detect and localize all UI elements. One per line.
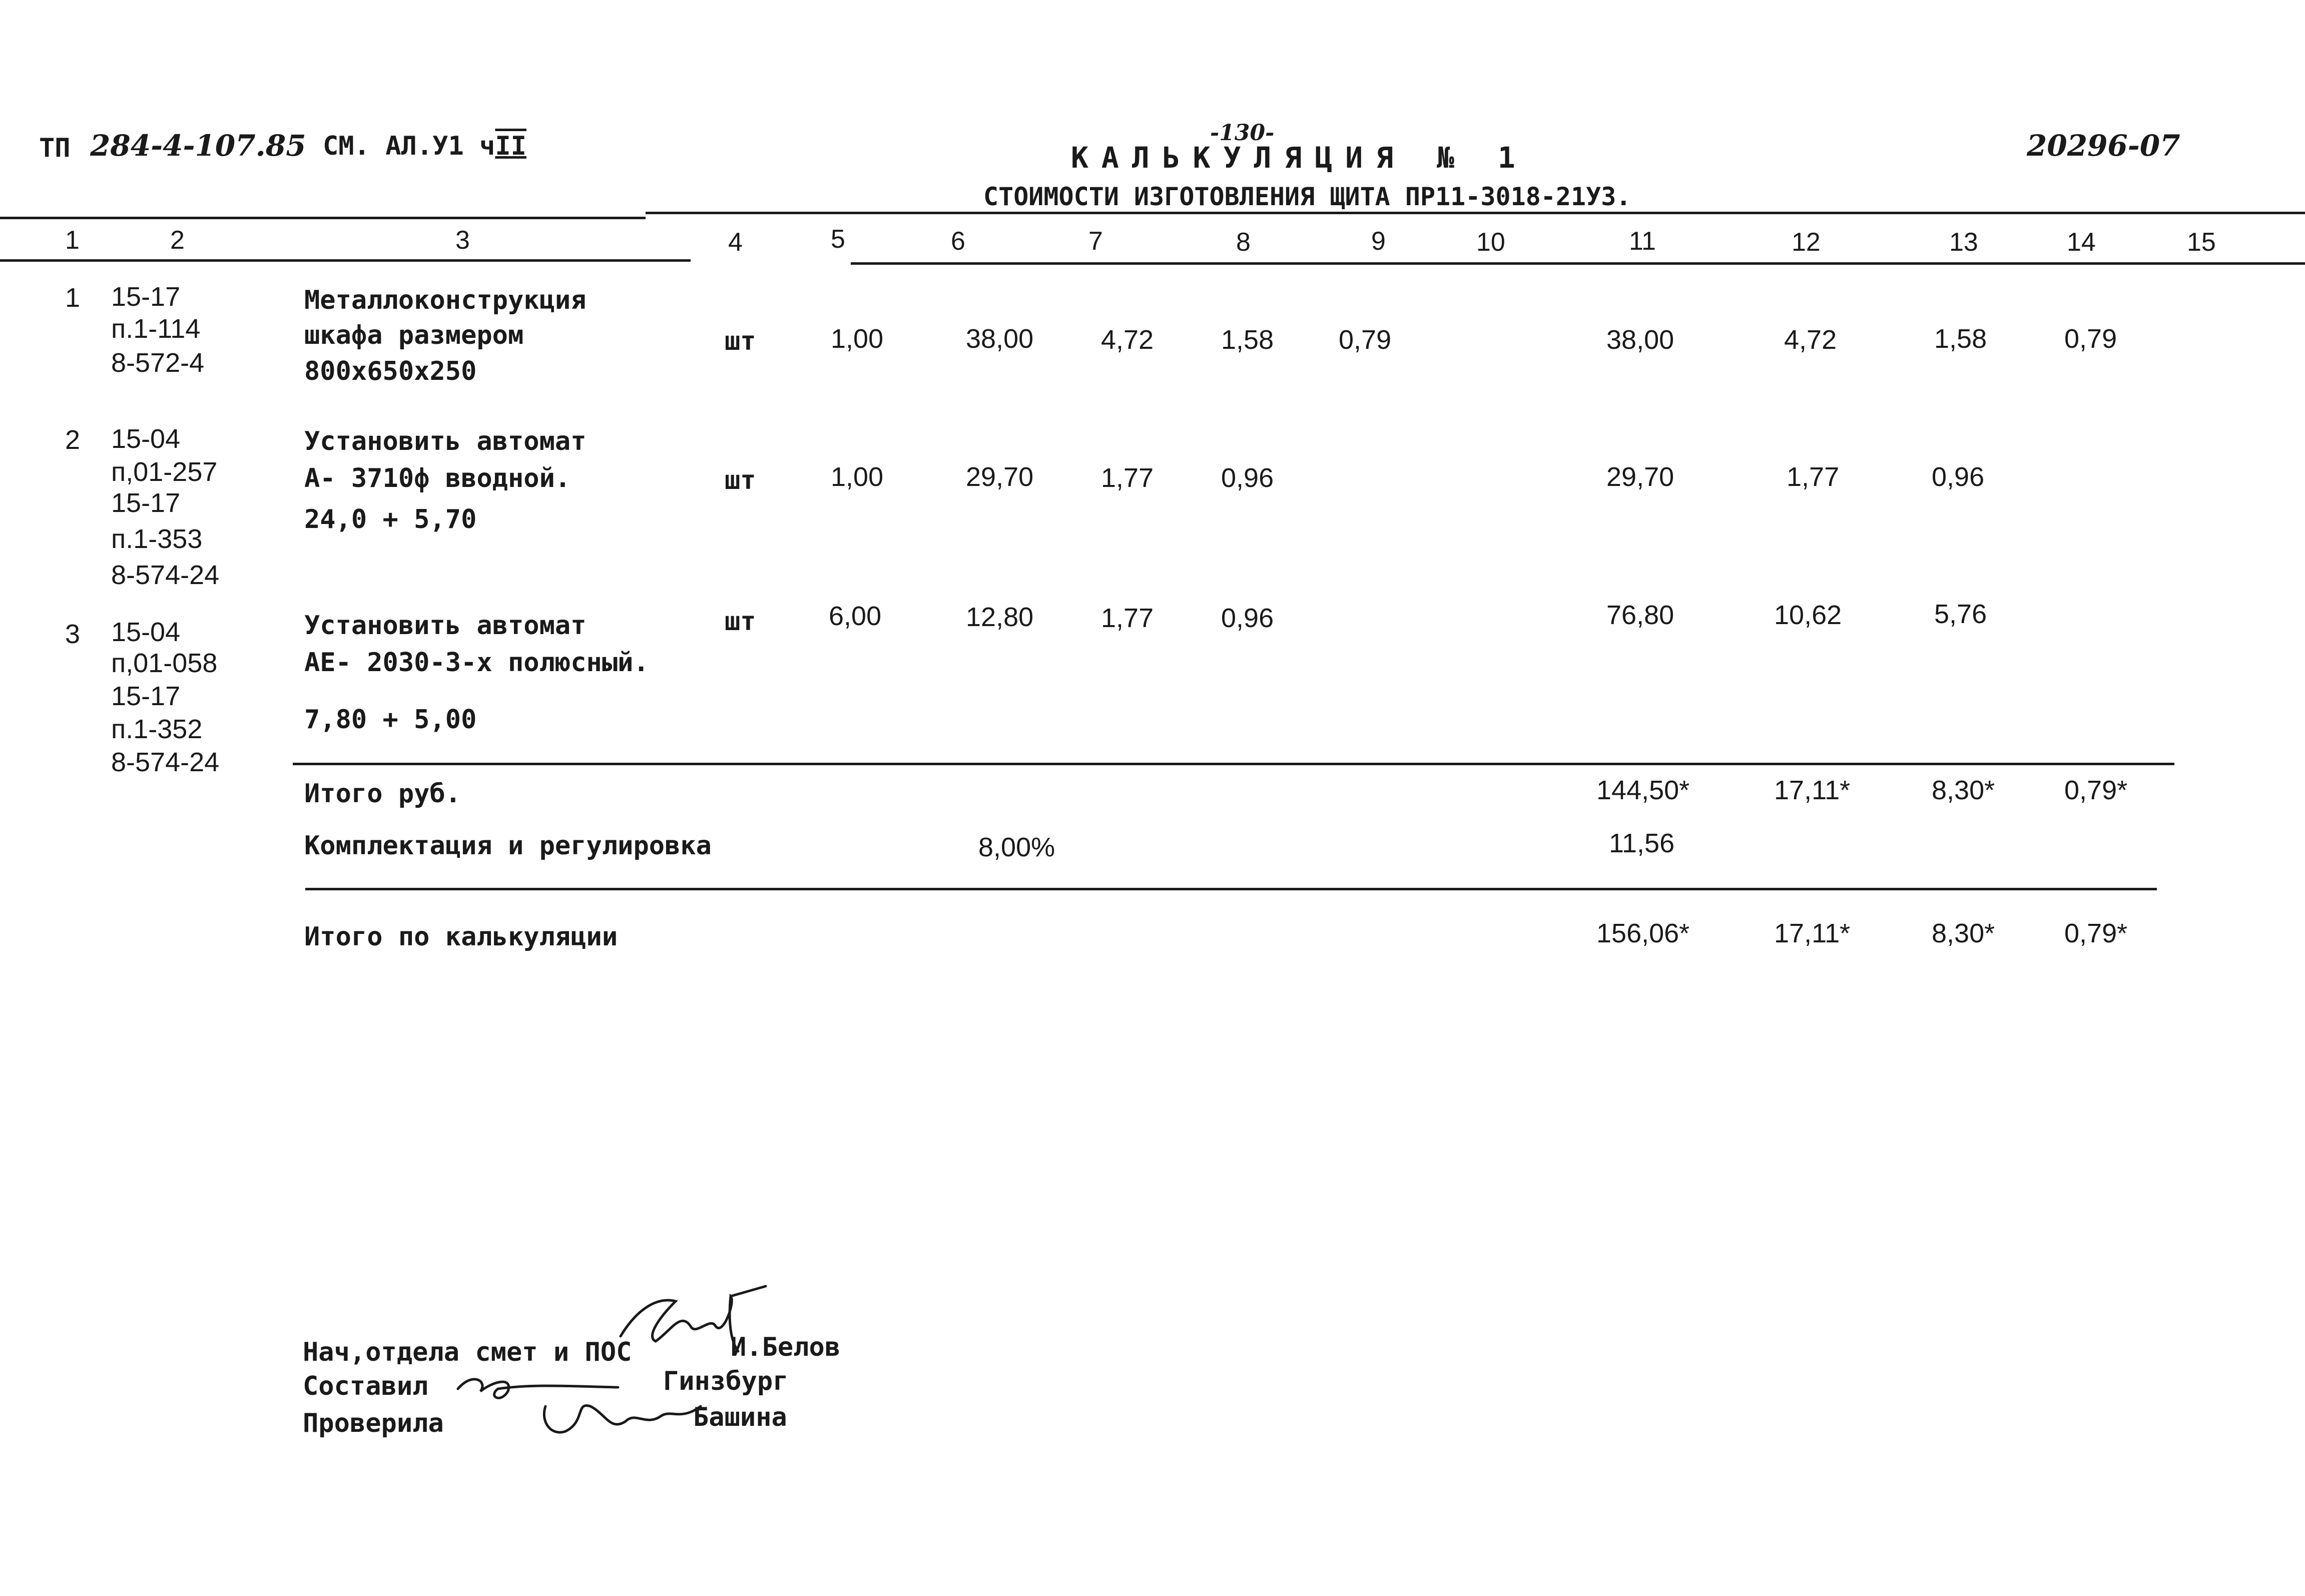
row-unit-cost: 12,80 xyxy=(966,602,1034,632)
row-description: АЕ- 2030-3-х полюсный. xyxy=(304,648,649,678)
row-unit-cost: 38,00 xyxy=(966,324,1034,354)
row-ref: 15-17 xyxy=(111,488,181,518)
row-ref: 8-572-4 xyxy=(111,348,205,378)
col-header-12: 12 xyxy=(1792,228,1821,257)
row-unit: шт xyxy=(725,465,756,495)
row-description: А- 3710ф вводной. xyxy=(304,463,571,493)
row-ref: 15-17 xyxy=(111,282,181,312)
col-header-4: 4 xyxy=(728,228,743,257)
col-header-5: 5 xyxy=(831,225,845,254)
row-c13: 1,58 xyxy=(1934,324,1987,354)
row-description: 800х650х250 xyxy=(304,356,477,386)
row-c12: 10,62 xyxy=(1774,600,1842,630)
total-c14: 0,79* xyxy=(2064,918,2128,948)
row-c11: 76,80 xyxy=(1606,600,1674,630)
row-number: 1 xyxy=(65,283,81,313)
col-header-3: 3 xyxy=(455,226,470,255)
doc-code-handwritten: 284-4-107.85 xyxy=(90,129,306,163)
row-c7: 4,72 xyxy=(1101,325,1154,355)
row-description: Установить автомат xyxy=(304,426,587,456)
row-description: 7,80 + 5,00 xyxy=(304,705,477,735)
row-c7: 1,77 xyxy=(1101,603,1154,633)
row-c14: 0,79 xyxy=(2064,324,2117,354)
kompl-label: Комплектация и регулировка xyxy=(304,831,712,861)
subtotal-c12: 17,11* xyxy=(1774,775,1851,805)
header-rule-top-left xyxy=(0,217,646,219)
header-rule-bottom-left xyxy=(0,259,691,262)
row-number: 2 xyxy=(65,425,81,455)
header-rule-top-right xyxy=(646,212,2305,214)
row-ref: п.1-114 xyxy=(111,314,201,344)
total-c11: 156,06* xyxy=(1596,918,1690,948)
album-ref-text: СМ. АЛ.У1 ч xyxy=(323,131,495,161)
row-c7: 1,77 xyxy=(1101,463,1154,493)
row-unit-cost: 29,70 xyxy=(966,462,1034,492)
row-c12: 1,77 xyxy=(1787,462,1840,492)
row-c11: 29,70 xyxy=(1606,462,1674,492)
row-quantity: 1,00 xyxy=(831,324,884,354)
row-ref: п,01-058 xyxy=(111,648,218,678)
row-c13: 5,76 xyxy=(1934,599,1987,629)
row-ref: 8-574-24 xyxy=(111,560,220,590)
row-ref: п,01-257 xyxy=(111,457,218,487)
row-quantity: 1,00 xyxy=(831,462,884,492)
kompl-rate: 8,00% xyxy=(978,832,1055,862)
row-ref: п.1-352 xyxy=(111,714,203,744)
album-ref xyxy=(323,133,526,159)
doc-code-typed: ТП xyxy=(39,133,71,163)
signature-label-checker: Проверила xyxy=(303,1408,444,1438)
signature-name-author: Гинзбург xyxy=(663,1366,789,1396)
col-header-10: 10 xyxy=(1476,228,1505,257)
col-header-14: 14 xyxy=(2067,228,2096,257)
col-header-1: 1 xyxy=(65,226,80,255)
signature-checker-mark xyxy=(530,1391,711,1446)
kompl-value: 11,56 xyxy=(1609,828,1675,858)
page-number: -130- xyxy=(1210,120,1275,146)
header-rule-bottom-right xyxy=(851,262,2305,265)
row-ref: 8-574-24 xyxy=(111,747,220,777)
row-description: Металлоконструкция xyxy=(304,285,587,315)
signature-label-author: Составил xyxy=(303,1371,428,1401)
col-header-13: 13 xyxy=(1949,228,1978,257)
subtotal-rule xyxy=(293,763,2174,765)
sheet-reference: 20296-07 xyxy=(2027,129,2180,163)
col-header-7: 7 xyxy=(1088,227,1103,256)
signature-label-head: Нач,отдела смет и ПОС xyxy=(303,1337,632,1367)
row-number: 3 xyxy=(65,619,81,649)
row-ref: 15-17 xyxy=(111,681,181,711)
signature-name-head: И.Белов xyxy=(731,1332,841,1362)
page-title: КАЛЬКУЛЯЦИЯ № 1 xyxy=(1071,141,1528,175)
total-c13: 8,30* xyxy=(1932,918,1995,948)
signature-name-checker: Башина xyxy=(693,1402,787,1432)
col-header-15: 15 xyxy=(2187,228,2216,257)
col-header-9: 9 xyxy=(1371,227,1386,256)
row-description: Установить автомат xyxy=(304,611,587,641)
subtotal-c11: 144,50* xyxy=(1596,775,1690,805)
subtotal-label: Итого руб. xyxy=(304,779,461,809)
row-quantity: 6,00 xyxy=(829,601,882,631)
col-header-2: 2 xyxy=(170,226,185,255)
total-label: Итого по калькуляции xyxy=(304,922,618,952)
page-subtitle: СТОИМОСТИ ИЗГОТОВЛЕНИЯ ЩИТА ПР11-3018-21УЗ. xyxy=(983,182,1631,211)
row-description: шкафа размером xyxy=(304,320,524,350)
subtotal-c14: 0,79* xyxy=(2064,775,2128,805)
col-header-11: 11 xyxy=(1629,227,1656,256)
col-header-8: 8 xyxy=(1236,228,1251,257)
col-header-6: 6 xyxy=(951,227,965,256)
row-ref: 15-04 xyxy=(111,424,181,454)
row-unit: шт xyxy=(725,326,756,356)
row-c8: 0,96 xyxy=(1221,463,1274,493)
row-description: 24,0 + 5,70 xyxy=(304,504,477,535)
album-part: II xyxy=(495,131,526,161)
row-c11: 38,00 xyxy=(1606,325,1674,355)
row-ref: п.1-353 xyxy=(111,524,203,554)
row-unit: шт xyxy=(725,607,756,637)
row-c8: 1,58 xyxy=(1221,325,1274,355)
subtotal-c13: 8,30* xyxy=(1932,775,1995,805)
row-c9: 0,79 xyxy=(1339,325,1392,355)
row-c8: 0,96 xyxy=(1221,603,1274,633)
row-c12: 4,72 xyxy=(1784,325,1837,355)
total-c12: 17,11* xyxy=(1774,918,1851,948)
row-ref: 15-04 xyxy=(111,617,181,647)
signature-head-mark xyxy=(616,1281,776,1361)
row-c13: 0,96 xyxy=(1932,462,1985,492)
total-rule xyxy=(305,888,2157,890)
